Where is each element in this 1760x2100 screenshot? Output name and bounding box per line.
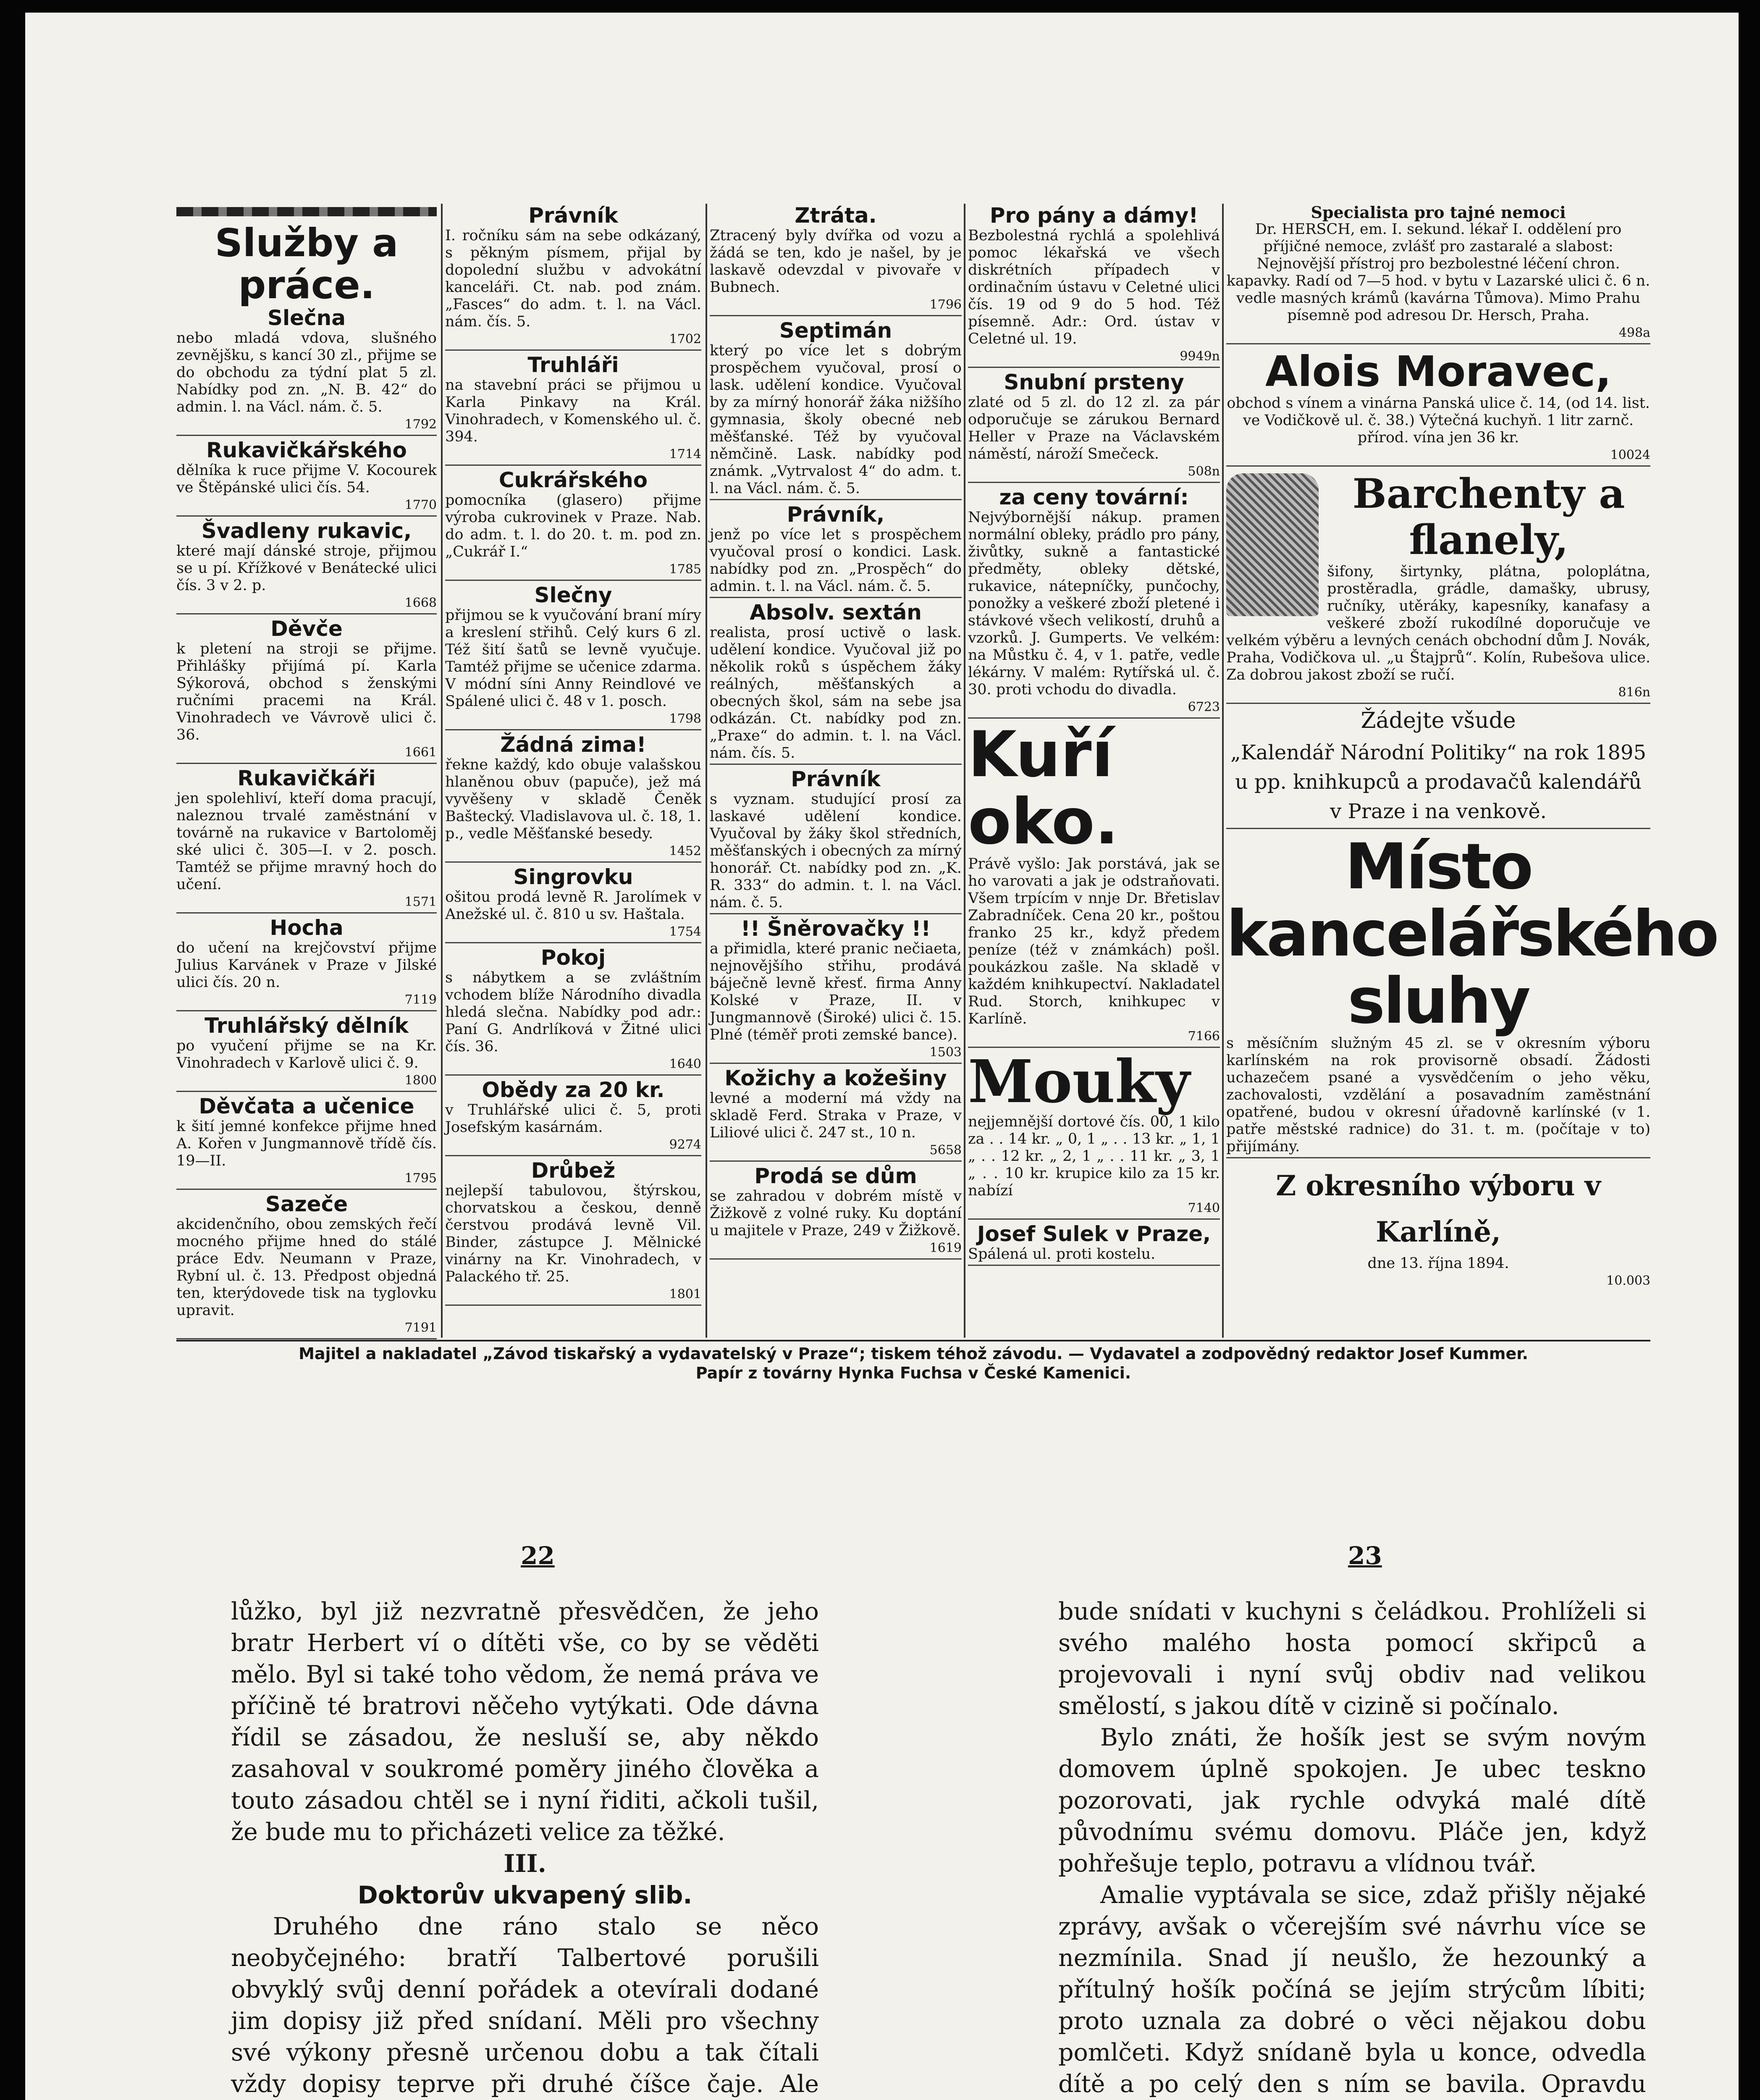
ad-body: jen spolehliví, kteří doma pracují, naleznou trvalé zaměstnání v továrně na rukavice v Bartoloměj ské ulici č. 305—I. v 2. posch. Tamtéž se přijme mravný hoch do učení. (176, 790, 437, 893)
ad-body: I. ročníku sám na sebe odkázaný, s pěkným písmem, přijal by dopolední službu v advokátní kanceláři. Ct. nab. pod znám. „Fasces“ do adm. t. l. na Václ. nám. čís. 5. (445, 227, 701, 330)
classified-ad (968, 718, 1220, 1048)
column-rule (1222, 204, 1224, 1338)
ad-heading: Cukrářského (498, 468, 648, 492)
column-rule (441, 204, 443, 1338)
imprint (176, 1340, 1650, 1383)
ad-heading: Singrovku (513, 865, 633, 889)
ad-number: 6723 (1188, 700, 1220, 714)
classified-ad (968, 204, 1220, 368)
chapter-number: III. (504, 1849, 546, 1878)
ad-number: 7191 (404, 1320, 437, 1335)
ad-heading: Právník (528, 203, 618, 228)
ad-number: 1702 (669, 332, 701, 346)
classified-ad (445, 583, 701, 730)
ad-body: se zahradou v dobrém místě v Žižkově z volné ruky. Ku doptání u majitele v Praze, 249 v Žižkově. (710, 1188, 962, 1239)
ad-number: 1792 (404, 417, 437, 432)
ad-body: levné a moderní má vždy na skladě Ferd. Straka v Praze, v Liliové ulici č. 247 st., 10 n. (710, 1090, 962, 1141)
ad-moravec (1226, 349, 1650, 467)
classified-ad (710, 204, 962, 316)
ad-number: 1795 (404, 1171, 437, 1186)
ad-number: 1668 (404, 596, 437, 610)
ad-body: s nábytkem a se zvláštním vchodem blíže Národního divadla hledá slečna. Nabídky pod adr.: Paní G. Andrlíková v Žitné ulici čís. 36. (445, 969, 701, 1055)
classified-ad (968, 486, 1220, 719)
classified-ad (445, 865, 701, 943)
book-page-right (1058, 1596, 1646, 2100)
classified-ad (445, 468, 701, 581)
ad-body: který po více let s dobrým prospěchem vyučoval, prosí o lask. udělení kondice. Vyučoval by za mírný honorář žáka nižšího gymnasia, školy obecné neb měšťanské. Též by vyučoval němčině. Lask. nabídky pod známk. „Vytrvalost 4“ do adm. t. l. na Václ. nám. č. 5. (710, 342, 962, 497)
classified-ad (710, 1066, 962, 1162)
ad-body: zlaté od 5 zl. do 12 zl. za pár odporučuje se zárukou Bernard Heller v Praze na Václavském náměstí, nároží Smečeck. (968, 394, 1220, 462)
ad-heading: Švadleny rukavic, (201, 519, 412, 543)
ad-body: na stavební práci se přijmou u Karla Pinkavy na Král. Vinohradech, v Komenského ul. č. 394. (445, 377, 701, 445)
ad-body: Bezbolestná rychlá a spolehlivá pomoc lékařská ve všech diskrétních případech v ordinačním ústavu v Celetné ulici čís. 19 od 9 do 5 hod. Též písemně. Adr.: Ord. ústav v Celetné ul. 19. (968, 227, 1220, 347)
classified-ad (968, 1047, 1220, 1220)
ad-body: akcidenčního, obou zemských řečí mocného přijme hned do stálé práce Edv. Neumann v Praze, Rybní ul. č. 13. Předpost objedná ten, kterýdovede tisk na tyglovku upravit. (176, 1216, 437, 1319)
ad-number: 9274 (669, 1137, 701, 1152)
classified-ad (176, 1014, 437, 1092)
ad-kalendar (1226, 708, 1650, 829)
ad-body: k šití jemné konfekce přijme hned A. Kořen v Jungmannově třídě čís. 19—II. (176, 1118, 437, 1169)
column-rule (964, 204, 965, 1338)
classified-ad (176, 916, 437, 1011)
column-4 (968, 204, 1220, 1338)
ad-body: nejlepší tabulovou, štýrskou, chorvatskou a českou, denně čerstvou prodává levně Vil. Binder, zástupce J. Mělnické vinárny na Kr. Vinohradech, v Palackého tř. 25. (445, 1182, 701, 1285)
ad-number: 1754 (669, 924, 701, 939)
newspaper-page (25, 13, 1739, 2100)
classified-ad (176, 617, 437, 764)
ad-body: ošitou prodá levně R. Jarolímek v Anežské ul. č. 810 u sv. Haštala. (445, 889, 701, 923)
ad-body: dělníka k ruce přijme V. Kocourek ve Štěpánské ulici čís. 54. (176, 462, 437, 496)
classified-ad (176, 766, 437, 914)
imprint-line: Majitel a nakladatel „Závod tiskařský a vydavatelský v Praze“; tiskem téhož závodu. — Vydavatel a zodpovědný redaktor Josef Kummer. (299, 1344, 1528, 1363)
ad-body: po vyučení přijme se na Kr. Vinohradech v Karlově ulici č. 9. (176, 1037, 437, 1071)
ad-heading: Slečny (534, 583, 612, 607)
ad-number: 1800 (404, 1073, 437, 1088)
ad-body: k pletení na stroji se přijme. Přihlášky přijímá pí. Karla Sýkorová, obchod s ženskými ručními pracemi na Král. Vinohradech ve Vávrově ulici č. 36. (176, 640, 437, 743)
classified-ad (445, 204, 701, 351)
ad-body: Ztracený byly dvířka od vozu a žádá se ten, kdo je našel, by je laskavě odevzdal v pivovaře v Bubnech. (710, 227, 962, 296)
ad-body: které mají dánské stroje, přijmou se u pí. Křížkové v Benátecké ulici čís. 3 v 2. p. (176, 543, 437, 594)
ad-heading: Prodá se dům (754, 1164, 917, 1188)
ad-body: obchod s vínem a vinárna Panská ulice č. 14, (od 14. list. ve Vodičkově ul. č. 38.) Výtečná kuchyň. 1 litr zarnč. přírod. vína jen 36 kr. (1227, 395, 1650, 446)
ad-heading: Kožichy a kožešiny (724, 1066, 947, 1090)
ad-number: 1661 (404, 745, 437, 760)
ad-number: 1801 (669, 1287, 701, 1302)
ad-number: 1571 (404, 895, 437, 909)
column-5 (1226, 203, 1718, 1338)
classified-ad (710, 319, 962, 500)
classified-ad (176, 438, 437, 517)
classified-ad (445, 353, 701, 466)
ad-body: s měsíčním služným 45 zl. se v okresním výboru karlínském na rok provisorně obsadí. Žádosti uchazečem psané a vysvědčením o jeho věku, zachovalosti, vzdělání a posavadním zaměstnání opatřené, budou v okresní úřadovně karlínské (v 1. patře městské radnice) do 31. t. m. (počítaje v to) přijímány. (1226, 1035, 1650, 1155)
woman-illustration (1226, 473, 1319, 616)
ad-body: jenž po více let s prospěchem vyučoval prosí o kondici. Lask. nabídky pod zn. „Prospěch“ do admin. t. l. na Václ. nám. č. 5. (710, 526, 962, 595)
ad-body: nebo mladá vdova, slušného zevnějšku, s kancí 30 zl., přijme se do obchodu za týdní plat 5 zl. Nabídky pod zn. „N. B. 42“ do admin. l. na Václ. nám. č. 5. (176, 330, 437, 415)
ad-body: do učení na krejčovství přijme Julius Karvánek v Praze v Jilské ulici čís. 20 n. (176, 940, 437, 991)
classified-ad (710, 503, 962, 598)
ad-body: šifony, širtynky, plátna, poloplátna, prostěradla, grádle, damašky, ubrusy, ručníky, utěráky, kapesníky, kanafasy a veškeré zboží rukodílné doporučuje ve velkém výběru a levných cenách obchodní dům J. Novák, Praha, Vodičkova ul. „u Štajprů“. Kolín, Rubešova ulice. Za dobrou jakost zboží se ručí. (1226, 563, 1650, 683)
ad-heading: Mouky (968, 1047, 1190, 1116)
ad-heading: Sazeče (265, 1192, 348, 1216)
ad-number: 816n (1618, 685, 1650, 700)
ad-heading: Slečna (267, 306, 346, 330)
classified-ad (710, 601, 962, 765)
ad-number: 7166 (1188, 1029, 1220, 1044)
ad-number: 10.003 (1606, 1273, 1650, 1288)
ad-number: 1503 (929, 1045, 962, 1060)
ad-okres (1226, 1163, 1650, 1289)
ad-heading: Děvče (270, 617, 343, 641)
page-number-left: 22 (521, 1541, 555, 1570)
ad-body: řekne každý, kdo obuje valašskou hlaněnou obuv (papuče), jež má vyvěšeny v skladě Čeněk Baštecký. Vladislavova ul. č. 18, 1. p., vedle Měšťanské besedy. (445, 756, 701, 842)
ad-heading: Rukavičkáři (237, 766, 376, 790)
classified-ad (176, 306, 437, 436)
classified-ad (176, 1192, 437, 1339)
ad-body: Právě vyšlo: Jak porstává, jak se ho varovati a jak je odstraňovati. Všem trpícím v nnje Dr. Břetislav Zabradníček. Cena 20 kr., poštou franko 25 kr., když předem peníze (též v známkách) pošl. poukázkou zašle. Na skladě v každém knihkupectví. Nakladatel Rud. Storch, knihkupec v Karlíně. (968, 856, 1220, 1027)
ad-hersch (1226, 204, 1650, 344)
ad-heading: Pro pány a dámy! (989, 203, 1199, 228)
ad-number: 498a (1618, 326, 1650, 340)
ad-number: 1452 (669, 844, 701, 858)
paragraph: bude snídati v kuchyni s čeládkou. Prohlíželi si svého malého hosta pomocí skřipců a projevovali i nyní svůj obdiv nad velikou smělostí, s jakou dítě v cizině si počínalo. (1058, 1598, 1646, 1720)
ad-number: 1619 (929, 1241, 962, 1255)
ad-body: přijmou se k vyučování braní míry a kreslení střihů. Celý kurs 6 zl. Též šití šatů se levně vyučuje. Tamtéž přijme se učenice zdarma. V módní síni Anny Reindlové ve Spálené ulici č. 48 v 1. posch. (445, 607, 701, 710)
classified-ad (445, 1078, 701, 1156)
paragraph: Amalie vyptávala se sice, zdaž přišly nějaké zprávy, avšak o včerejším své návrhu více se nezmínila. Snad jí neušlo, že hezounký a přítulný hošík počíná se jejím strýcům líbiti; proto uznala za dobré o věci nějakou dobu pomlčeti. Když snídaně byla u konce, odvedla dítě a po celý den s ním se bavila. Opravdu (1058, 1881, 1646, 2098)
ad-number: 1770 (404, 498, 437, 512)
ad-barchenty (1226, 471, 1650, 704)
ad-number: 7140 (1188, 1201, 1220, 1215)
ad-heading: Místo kancelářského sluhy (1226, 830, 1718, 1038)
classified-ad (445, 733, 701, 863)
ad-heading: Truhlářský dělník (205, 1013, 409, 1038)
ad-body: a přimidla, které pranic nečiaeta, nejnovějšího střihu, prodává báječně levně křesť. firma Anny Kolské v Praze, II. v Jungmannově (Široké) ulici č. 15. Plné (téměř proti zemské bance). (710, 940, 962, 1043)
classified-ad (968, 1222, 1220, 1266)
ornament-rule (176, 207, 437, 216)
classified-ad (445, 946, 701, 1076)
book-page-left (231, 1596, 819, 2100)
ad-number: 1714 (669, 447, 701, 462)
ad-body: Dr. HERSCH, em. I. sekund. lékař I. oddělení pro příjičné nemoce, zvlášť pro zastaralé a slabost: Nejnovější přístroj pro bezbolestné léčení chron. kapavky. Radí od 7—5 hod. v bytu v Lazarské ulici č. 6 n. vedle masných krámů (kavárna Tůmova). Mimo Prahu písemně pod adresou Dr. Hersch, Praha. (1226, 221, 1650, 324)
ad-heading: Barchenty a flanely, (1352, 470, 1625, 564)
ad-body: v Truhlářské ulici č. 5, proti Josefským kasárnám. (445, 1102, 701, 1136)
ad-number: 1796 (929, 297, 962, 312)
ad-body: nejjemnější dortové čís. 00, 1 kilo za . . 14 kr. „ 0, 1 „ . . 13 kr. „ 1, 1 „ . . 12 kr. „ 2, 1 „ . . 11 kr. „ 3, 1 „ . . 10 kr. krupice kilo za 15 kr. nabízí (968, 1113, 1220, 1199)
ad-number: 5658 (929, 1143, 962, 1158)
ad-body: dne 13. října 1894. (1367, 1255, 1509, 1272)
ad-heading: Ztráta. (795, 203, 877, 228)
classified-ad (176, 519, 437, 614)
ad-heading: Děvčata a učenice (199, 1094, 414, 1118)
paragraph: Druhého dne ráno stalo se něco neobyčejného: bratří Talbertové porušili obvyklý svůj denní pořádek a otevírali dodané jim dopisy již před snídaní. Měli pro všechny své výkony přesně určenou dobu a tak čítali vždy dopisy teprve při druhé číšce čaje. Ale (231, 1913, 819, 2098)
ad-heading: Kuří oko. (968, 718, 1119, 858)
ad-body: Nejvýbornější nákup. pramen normální obleky, prádlo pro pány, živůtky, sukně a fantastické předměty, obleky dětské, rukavice, nátepníčky, punčochy, ponožky a veškeré zboží pletené i stávkové všech velikostí, druhů a vzorků. J. Gumperts. Ve velkém: na Můstku č. 4, v 1. patře, vedle lékárny. V malém: Rytířská ul. č. 30. proti vchodu do divadla. (968, 509, 1220, 698)
column-1 (176, 204, 437, 1338)
ad-heading: Z okresního výboru v Karlíně, (1276, 1169, 1601, 1248)
ad-heading: za ceny tovární: (999, 485, 1189, 509)
ad-heading: !! Šněrovačky !! (740, 916, 931, 941)
ad-number: 1798 (669, 711, 701, 726)
ad-heading: Truhláři (527, 353, 619, 377)
ad-heading: Žádná zima! (500, 732, 646, 757)
classified-ad (445, 1159, 701, 1306)
column-2 (445, 204, 701, 1338)
paragraph: lůžko, byl již nezvratně přesvědčen, že jeho bratr Herbert ví o dítěti vše, co by se věděti mělo. Byl si také toho vědom, že nemá práva ve příčině té bratrovi něčeho vytýkati. Ode dávna řídil se zásadou, že nesluší se, aby někdo zasahoval v soukromé poměry jiného člověka a touto zásadou chtěl se i nyní řiditi, ačkoli tušil, že bude mu to přicházeti velice za těžké. (231, 1598, 819, 1846)
ad-heading: Právník (791, 767, 881, 791)
ad-heading: Hocha (270, 916, 344, 940)
ad-heading: Specialista pro tajné nemoci (1311, 203, 1566, 222)
ad-heading: Právník, (787, 502, 885, 527)
ad-number: 7119 (404, 992, 437, 1007)
ad-heading: Septimán (779, 318, 892, 343)
column-rule (706, 204, 707, 1338)
classified-ad (968, 370, 1220, 483)
imprint-line: Papír z továrny Hynka Fuchsa v České Kamenici. (695, 1364, 1131, 1382)
ad-body: s vyznam. studující prosí za laskavé udělení kondice. Vyučoval by žáky škol středních, měšťanských i obecných za mírný honorář. Ct. nabídky pod zn. „K. R. 333“ do admin. t. l. na Václ. nám. č. 5. (710, 791, 962, 911)
ad-number: 1785 (669, 562, 701, 577)
column-3 (710, 204, 962, 1338)
ad-body: „Kalendář Národní Politiky“ na rok 1895 u pp. knihkupců a prodavačů kalendářů v Praze i na venkově. (1230, 741, 1646, 823)
ad-heading: Drůbež (531, 1158, 616, 1183)
ad-sluha (1226, 830, 1718, 1158)
ad-heading: Josef Sulek v Praze, (977, 1222, 1211, 1246)
classified-ad (710, 1164, 962, 1260)
ad-heading: Rukavičkářského (206, 438, 407, 462)
ad-body: Spálená ul. proti kostelu. (968, 1246, 1156, 1263)
ad-heading: Alois Moravec, (1265, 347, 1612, 396)
classified-ad (710, 767, 962, 914)
paragraph: Bylo znáti, že hošík jest se svým novým domovem úplně spokojen. Je ubec teskno pozorovati, jak rychle odvyká malé dítě původnímu svému domovu. Pláče jen, když pohřešuje teplo, potravu a vlídnou tvář. (1058, 1724, 1646, 1877)
classified-ad (176, 1095, 437, 1190)
ad-number: 10024 (1610, 448, 1650, 462)
section-title: Služby a práce. (215, 220, 399, 307)
ad-heading: Obědy za 20 kr. (482, 1078, 665, 1102)
ad-heading: Snubní prsteny (1004, 370, 1184, 394)
ad-number: 1640 (669, 1057, 701, 1071)
ad-body: pomocníka (glasero) přijme výroba cukrovinek v Praze. Nab. do adm. t. l. do 20. t. m. pod zn. „Cukrář I.“ (445, 492, 701, 560)
ad-heading: Žádejte všude (1361, 708, 1516, 733)
ad-heading: Absolv. sextán (750, 600, 922, 625)
ad-number: 9949n (1180, 349, 1220, 364)
page-number-right: 23 (1348, 1541, 1382, 1570)
classified-ad (710, 917, 962, 1064)
ad-body: realista, prosí uctivě o lask. udělení kondice. Vyučoval již po několik roků s úspěchem žáky reálných, měšťanských a obecných škol, sám na sebe jsa odkázán. Ct. nabídky pod zn. „Praxe“ do admin. t. l. na Václ. nám. čís. 5. (710, 624, 962, 761)
ad-number: 508n (1188, 464, 1220, 479)
chapter-title: Doktorův ukvapený slib. (357, 1881, 692, 1909)
ad-heading: Pokoj (540, 945, 606, 970)
